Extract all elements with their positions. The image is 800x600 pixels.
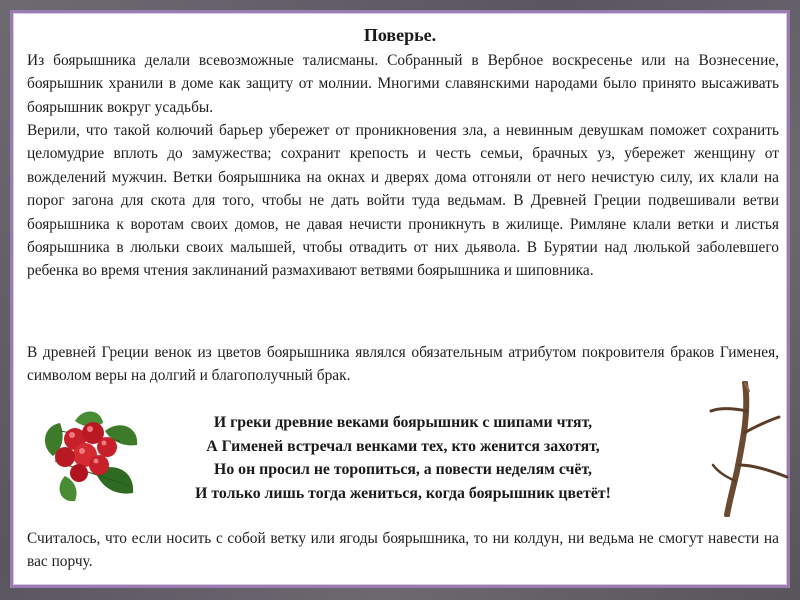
paragraph-protection: Считалось, что если носить с собой ветку или ягоды боярышника, то ни колдун, ни ведьма не смогут навести на вас порчу. xyxy=(27,530,779,571)
page-title: Поверье. xyxy=(363,25,437,45)
poem-line: И только лишь тогда жениться, когда боярышник цветёт! xyxy=(195,484,611,502)
slide-card xyxy=(10,10,790,588)
paragraph-greece-wreath: В древней Греции венок из цветов боярышника являлся обязательным атрибутом покровителя браков Гименея, символом веры на долгий и благополучный брак. xyxy=(27,344,779,385)
paragraph-talismans: Из боярышника делали всевозможные талисманы. Собранный в Вербное воскресенье или на Вознесение, боярышник хранили в доме как защиту от молнии. Многими славянскими народами было принято высаживать боярышник вокруг усадьбы. xyxy=(27,52,779,116)
thorny-branch-icon xyxy=(707,381,789,517)
paragraph-beliefs: Верили, что такой колючий барьер убережет от проникновения зла, а невинным девушкам поможет сохранить целомудрие вплоть до замужества; сохранит крепость и честь семьи, брачных уз, убережет женщину от вожделений мужчин. Ветки боярышника на окнах и дверях дома отгоняли от него нечистую силу, их клали на порог загона для скота для того, чтобы не дать войти туда ведьмам. В Древней Греции подвешивали ветви боярышника к воротам своих домов, не давая нечисти проникнуть в жилище. Римляне клали ветки и листья боярышника в люльки своих малышей, чтобы отвадить от них дьявола. В Бурятии над люлькой заболевшего ребенка во время чтения заклинаний размахивают ветвями боярышника и шиповника. xyxy=(27,122,779,280)
hawthorn-berries-icon xyxy=(35,401,145,506)
poem xyxy=(133,411,673,505)
poem-line: Но он просил не торопиться, а повести неделям счёт, xyxy=(214,461,592,479)
poem-line: И греки древние веками боярышник с шипами чтят, xyxy=(213,414,593,431)
poem-line: А Гименей встречал венками тех, кто женится захотят, xyxy=(206,437,600,455)
